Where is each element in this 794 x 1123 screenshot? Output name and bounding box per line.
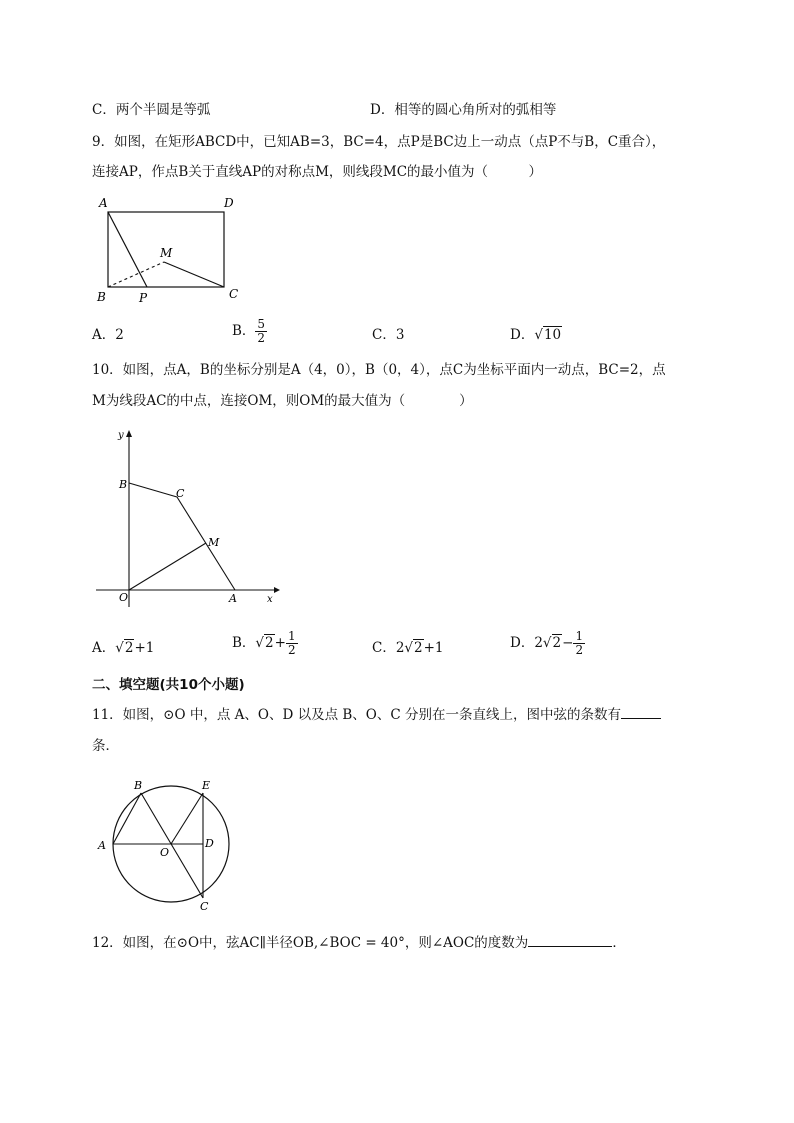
q9-option-c: C．3 (372, 327, 405, 343)
label-a: A (99, 196, 108, 210)
q9-stem-line2: 连接AP，作点B关于直线AP的对称点M，则线段MC的最小值为（ ） (92, 164, 543, 180)
q12-answer-blank (528, 932, 612, 947)
q9-rectangle-figure (92, 192, 252, 307)
label-a: A (229, 592, 237, 605)
label-b: B (119, 478, 128, 491)
segment-oe (171, 793, 203, 844)
q8-option-d: D．相等的圆心角所对的弧相等 (370, 102, 557, 118)
label-a: A (98, 839, 106, 852)
label-o: O (119, 591, 129, 604)
q9-stem-line1: 9．如图，在矩形ABCD中，已知AB=3，BC=4，点P是BC边上一动点（点P不与B，C重合）， (92, 134, 666, 150)
q10-option-c: C．2√2+1 (372, 640, 444, 656)
q9-option-b: B． $\frac{5}{2}$ (232, 317, 266, 345)
label-p: P (139, 291, 148, 305)
q12-stem: 12．如图，在⊙O中，弦AC∥半径OB,∠BOC = 40°，则∠AOC的度数为 ． (92, 932, 626, 953)
q11-answer-blank (621, 704, 661, 719)
q10-stem-line2: M为线段AC的中点，连接OM，则OM的最大值为（ ） (92, 393, 473, 409)
q11-stem-line1: 11．如图，⊙O 中，点 A、O、D 以及点 B、O、C 分别在一条直线上，图中弦的条数有 (92, 704, 661, 725)
segment-mc (164, 262, 224, 287)
chord-ab (113, 793, 141, 844)
section-title-fill-in: 二、填空题(共10个小题) (92, 677, 245, 693)
label-c: C (200, 900, 209, 912)
label-y: y (118, 430, 124, 441)
label-c: C (176, 487, 185, 500)
label-e: E (202, 779, 211, 792)
label-d: D (205, 837, 214, 850)
label-b: B (134, 779, 143, 792)
label-m: M (208, 536, 220, 549)
q10-stem-line1: 10．如图，点A，B的坐标分别是A（4，0），B（0，4），点C为坐标平面内一动点，BC=2，点 (92, 362, 666, 378)
q10-option-d: D．2√2− $\frac{1}{2}$ (510, 629, 584, 657)
label-d: D (224, 196, 234, 210)
q9-option-a: A．2 (92, 327, 124, 343)
segment-bc (129, 483, 177, 497)
q10-option-b: B．√2+ $\frac{1}{2}$ (232, 629, 296, 657)
label-m: M (160, 246, 173, 260)
segment-om (129, 543, 206, 590)
label-x: x (267, 594, 273, 605)
segment-ap (108, 212, 147, 287)
q10-coordinate-figure (92, 425, 282, 610)
q11-circle-figure (96, 772, 246, 912)
label-c: C (229, 287, 239, 301)
label-o: O (160, 846, 170, 859)
q9-option-d: D．√10 (510, 327, 562, 343)
q11-stem-line2: 条． (92, 738, 119, 754)
q10-option-a: A．√2+1 (92, 640, 155, 656)
q8-option-c: C．两个半圆是等弧 (92, 102, 211, 118)
label-b: B (97, 290, 106, 304)
